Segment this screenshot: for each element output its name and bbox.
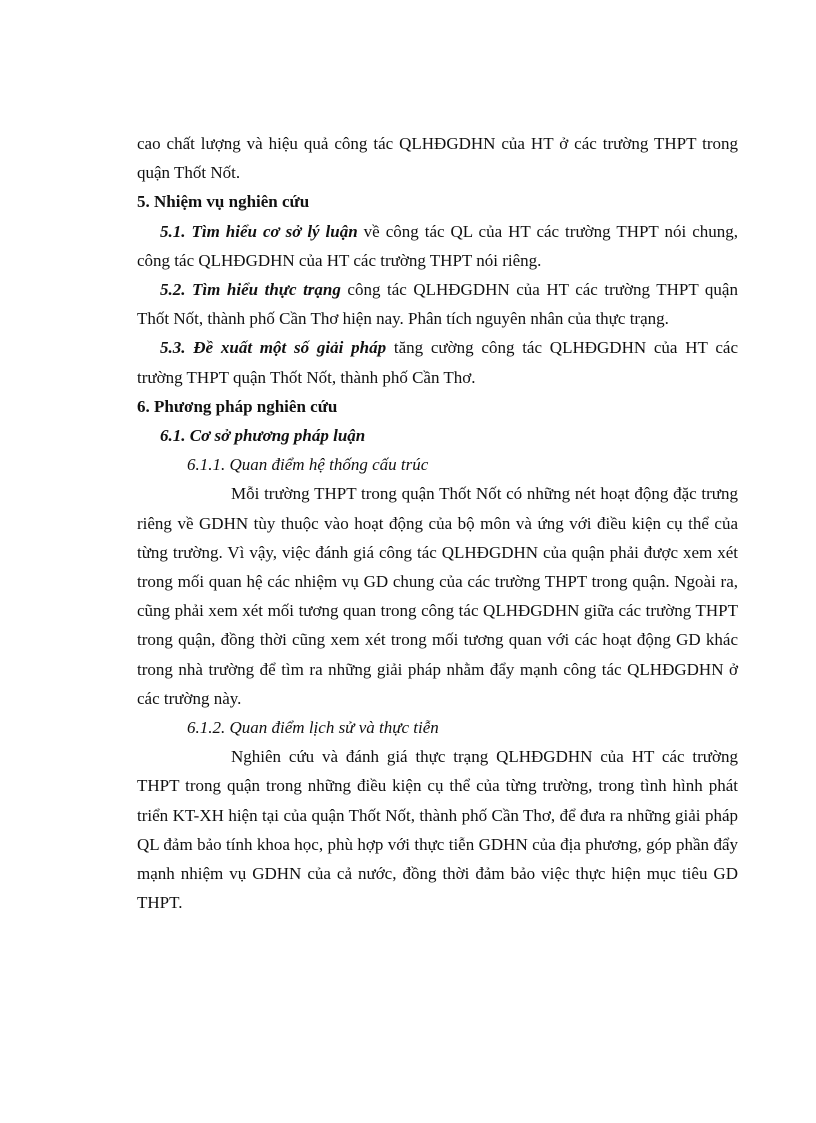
section-6-1-1-paragraph: Mỗi trường THPT trong quận Thốt Nốt có những nét hoạt động đặc trưng riêng về GDHN tùy thuộc vào hoạt động của bộ môn và ứng với điều kiện cụ thể của từng trường. Vì vậy, việc đánh giá công tác QLHĐGDHN của quận phải được xem xét trong mối quan hệ các nhiệm vụ GD chung của các trường THPT trong quận. Ngoài ra, cũng phải xem xét mối tương quan trong công tác QLHĐGDHN giữa các trường THPT trong quận, đồng thời cũng xem xét trong mối tương quan với các hoạt động GD khác trong nhà trường để tìm ra những giải pháp nhằm đẩy mạnh công tác QLHĐGDHN ở các trường này. [137, 484, 738, 708]
item-5-3-paragraph [137, 333, 738, 391]
section-5-heading: 5. Nhiệm vụ nghiên cứu [137, 192, 310, 212]
section-6-1-1-heading: 6.1.1. Quan điểm hệ thống cấu trúc [187, 455, 429, 475]
document-body [137, 129, 738, 917]
item-5-1-text: về công tác QL của HT các trường THPT nói chung, công tác QLHĐGDHN của HT các trường THPT nói riêng. [137, 221, 738, 270]
item-5-2-text: công tác QLHĐGDHN của HT các trường THPT quận Thốt Nốt, thành phố Cần Thơ hiện nay. Phân tích nguyên nhân của thực trạng. [137, 280, 738, 329]
item-5-1-paragraph [137, 217, 738, 275]
section-6-1-heading: 6.1. Cơ sở phương pháp luận [160, 426, 366, 446]
section-6-1-2-paragraph: Nghiên cứu và đánh giá thực trạng QLHĐGDHN của HT các trường THPT trong quận trong những điều kiện cụ thể của từng trường, trong tình hình phát triển KT-XH hiện tại của quận Thốt Nốt, thành phố Cần Thơ, để đưa ra những giải pháp QL đảm bảo tính khoa học, phù hợp với thực tiễn GDHN của địa phương, góp phần đẩy mạnh nhiệm vụ GDHN của cả nước, đồng thời đảm bảo việc thực hiện mục tiêu GD THPT. [137, 747, 738, 913]
item-5-3-text: tăng cường công tác QLHĐGDHN của HT các trường THPT quận Thốt Nốt, thành phố Cần Thơ. [137, 338, 739, 387]
item-5-2-paragraph [137, 275, 738, 333]
intro-paragraph: cao chất lượng và hiệu quả công tác QLHĐGDHN của HT ở các trường THPT trong quận Thốt Nốt. [137, 134, 738, 183]
item-5-3-lead: 5.3. Đề xuất một số giải pháp [160, 338, 387, 358]
item-5-2-lead: 5.2. Tìm hiểu thực trạng [160, 280, 341, 300]
section-6-1-2-heading: 6.1.2. Quan điểm lịch sử và thực tiễn [187, 718, 439, 738]
section-6-heading: 6. Phương pháp nghiên cứu [137, 396, 338, 416]
item-5-1-lead: 5.1. Tìm hiểu cơ sở lý luận [160, 221, 358, 241]
